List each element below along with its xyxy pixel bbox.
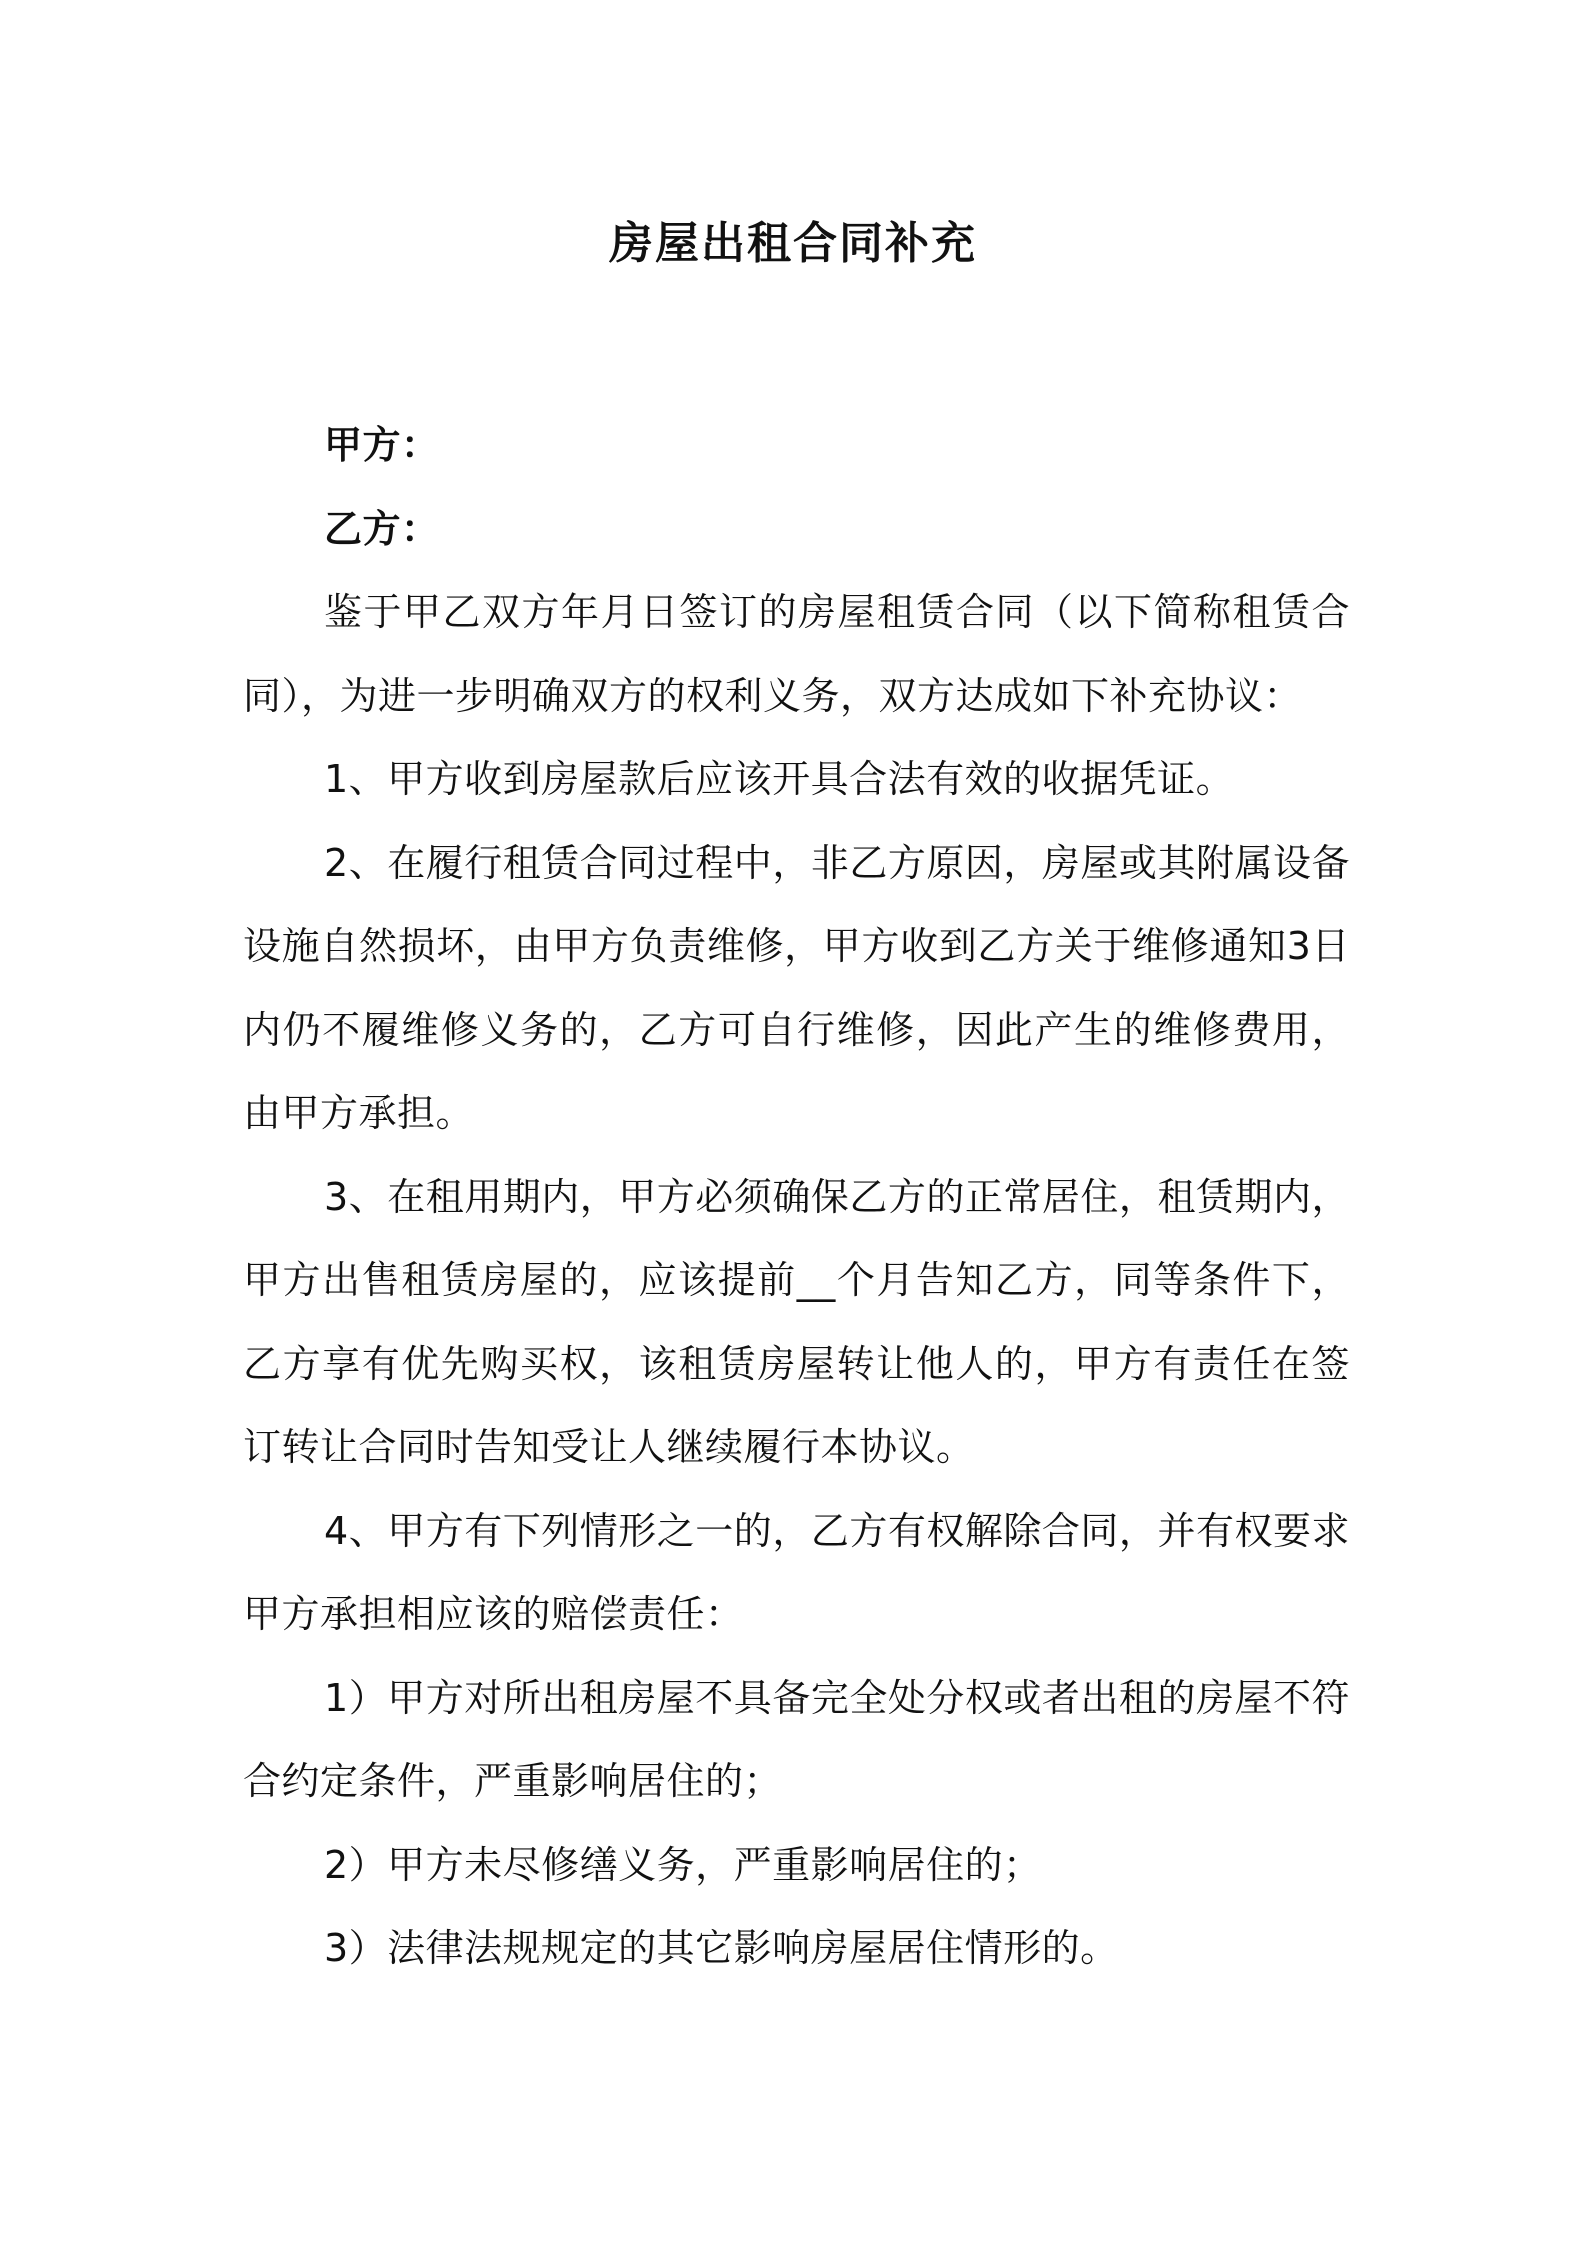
- document-body: [243, 404, 1350, 1991]
- clause-2: 2、在履行租赁合同过程中，非乙方原因，房屋或其附属设备设施自然损坏，由甲方负责维修，甲方收到乙方关于维修通知3日内仍不履维修义务的，乙方可自行维修，因此产生的维修费用，由甲方承担。: [243, 840, 1350, 1135]
- document-title: 房屋出租合同补充: [609, 218, 977, 269]
- preamble-paragraph: 鉴于甲乙双方年月日签订的房屋租赁合同（以下简称租赁合同），为进一步明确双方的权利义务，双方达成如下补充协议：: [243, 590, 1350, 718]
- clause-4-item-1: 1）甲方对所出租房屋不具备完全处分权或者出租的房屋不符合约定条件，严重影响居住的；: [243, 1675, 1350, 1803]
- clause-3: 3、在租用期内，甲方必须确保乙方的正常居住，租赁期内，甲方出售租赁房屋的，应该提前__个月告知乙方，同等条件下，乙方享有优先购买权，该租赁房屋转让他人的，甲方有责任在签订转让合同时告知受让人继续履行本协议。: [243, 1174, 1350, 1469]
- clause-4-item-2: 2）甲方未尽修缮义务，严重影响居住的；: [324, 1842, 1042, 1887]
- clause-1: 1、甲方收到房屋款后应该开具合法有效的收据凭证。: [324, 757, 1235, 801]
- party-b-line: 乙方：: [324, 506, 440, 551]
- clause-4-item-3: 3）法律法规规定的其它影响房屋居住情形的。: [324, 1926, 1119, 1970]
- clause-4: 4、甲方有下列情形之一的，乙方有权解除合同，并有权要求甲方承担相应该的赔偿责任：: [243, 1508, 1350, 1636]
- party-a-line: 甲方：: [324, 423, 440, 467]
